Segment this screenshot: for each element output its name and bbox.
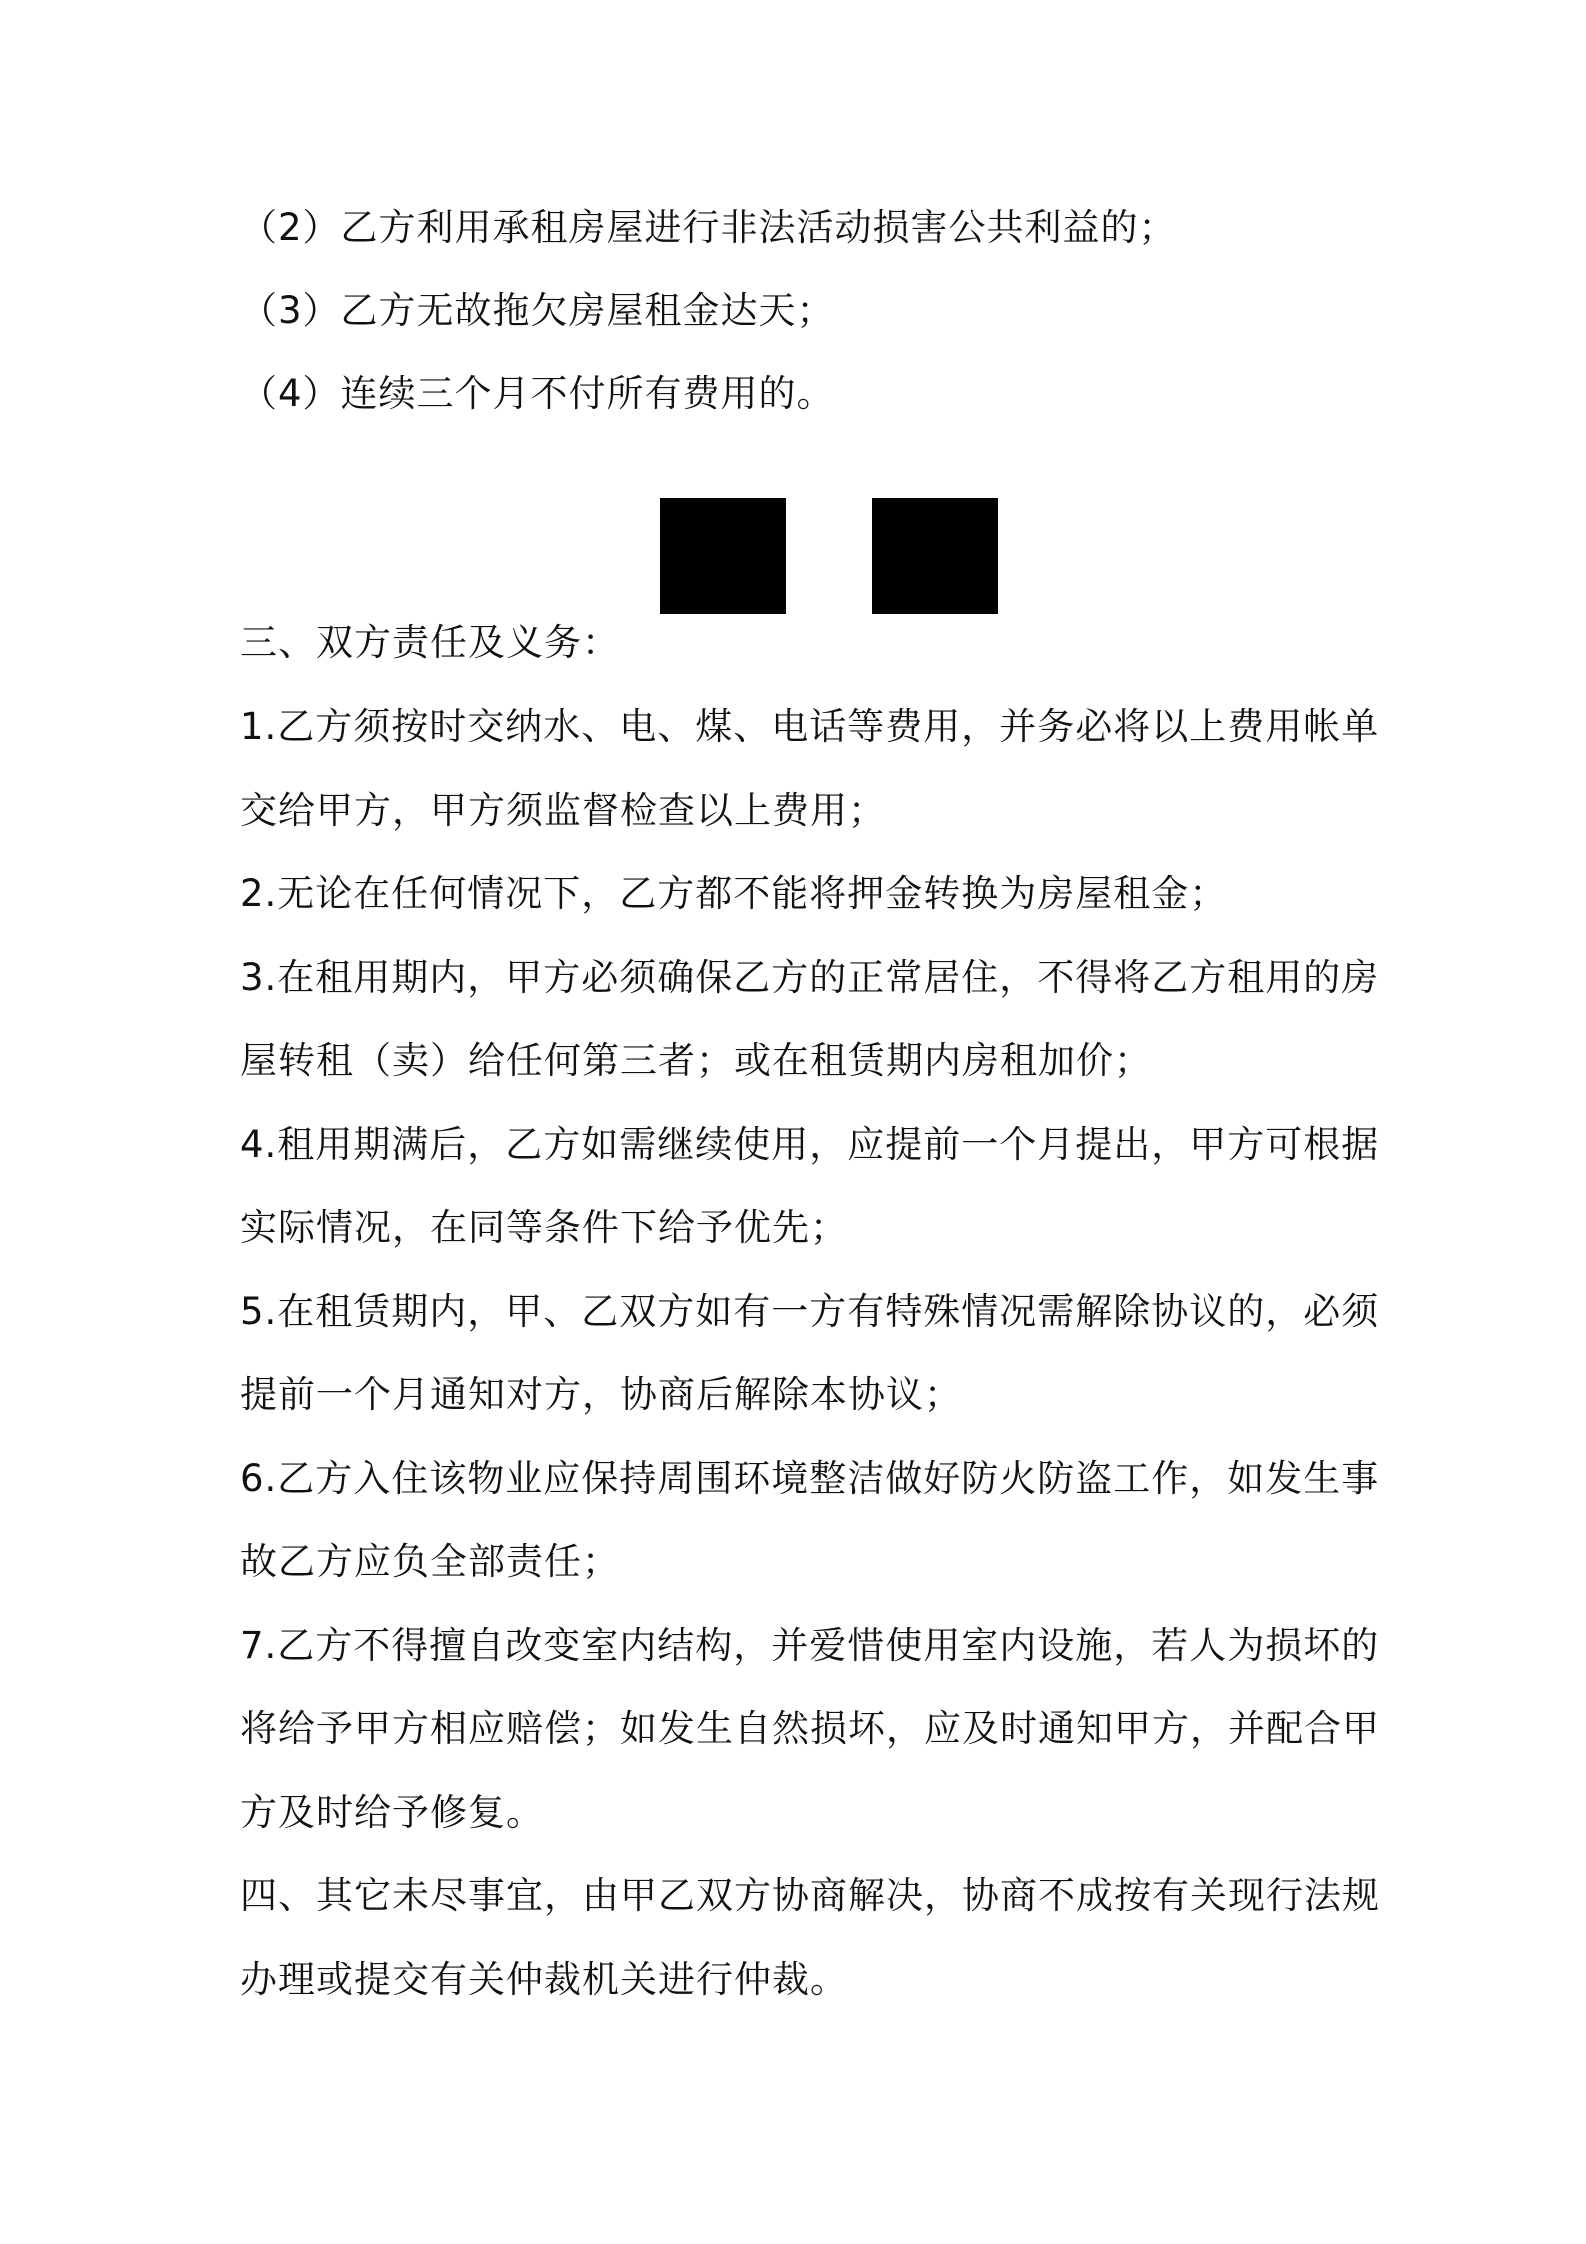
clause-line: 提前一个月通知对方，协商后解除本协议；: [240, 1373, 962, 1416]
clause-line: 屋转租（卖）给任何第三者；或在租赁期内房租加价；: [240, 1039, 1152, 1082]
clause-line: 交给甲方，甲方须监督检查以上费用；: [240, 789, 886, 832]
clause-line: 故乙方应负全部责任；: [240, 1540, 620, 1583]
clause-line: 将给予甲方相应赔偿；如发生自然损坏，应及时通知甲方，并配合甲: [240, 1707, 1380, 1750]
section-heading: 三、双方责任及义务：: [240, 621, 620, 664]
clause-line: 实际情况，在同等条件下给予优先；: [240, 1206, 848, 1249]
clause-line: 6.乙方入住该物业应保持周围环境整洁做好防火防盗工作，如发生事: [240, 1457, 1380, 1500]
list-item: （3）乙方无故拖欠房屋租金达天；: [240, 289, 835, 332]
redaction-block: [872, 498, 998, 614]
section-paragraph-line: 办理或提交有关仲裁机关进行仲裁。: [240, 1958, 848, 2001]
list-item: （2）乙方利用承租房屋进行非法活动损害公共利益的；: [240, 206, 1177, 249]
clause-line: 1.乙方须按时交纳水、电、煤、电话等费用，并务必将以上费用帐单: [240, 705, 1380, 748]
clause-line: 5.在租赁期内，甲、乙双方如有一方有特殊情况需解除协议的，必须: [240, 1290, 1380, 1333]
clause-line: 7.乙方不得擅自改变室内结构，并爱惜使用室内设施，若人为损坏的: [240, 1624, 1380, 1667]
clause-line: 4.租用期满后，乙方如需继续使用，应提前一个月提出，甲方可根据: [240, 1123, 1380, 1166]
clause-line: 方及时给予修复。: [240, 1791, 544, 1834]
clause-line: 3.在租用期内，甲方必须确保乙方的正常居住，不得将乙方租用的房: [240, 956, 1380, 999]
clause-line: 2.无论在任何情况下，乙方都不能将押金转换为房屋租金；: [240, 872, 1228, 915]
redaction-block: [660, 498, 786, 614]
section-paragraph-line: 四、其它未尽事宜，由甲乙双方协商解决，协商不成按有关现行法规: [240, 1874, 1380, 1917]
list-item: （4）连续三个月不付所有费用的。: [240, 372, 835, 415]
